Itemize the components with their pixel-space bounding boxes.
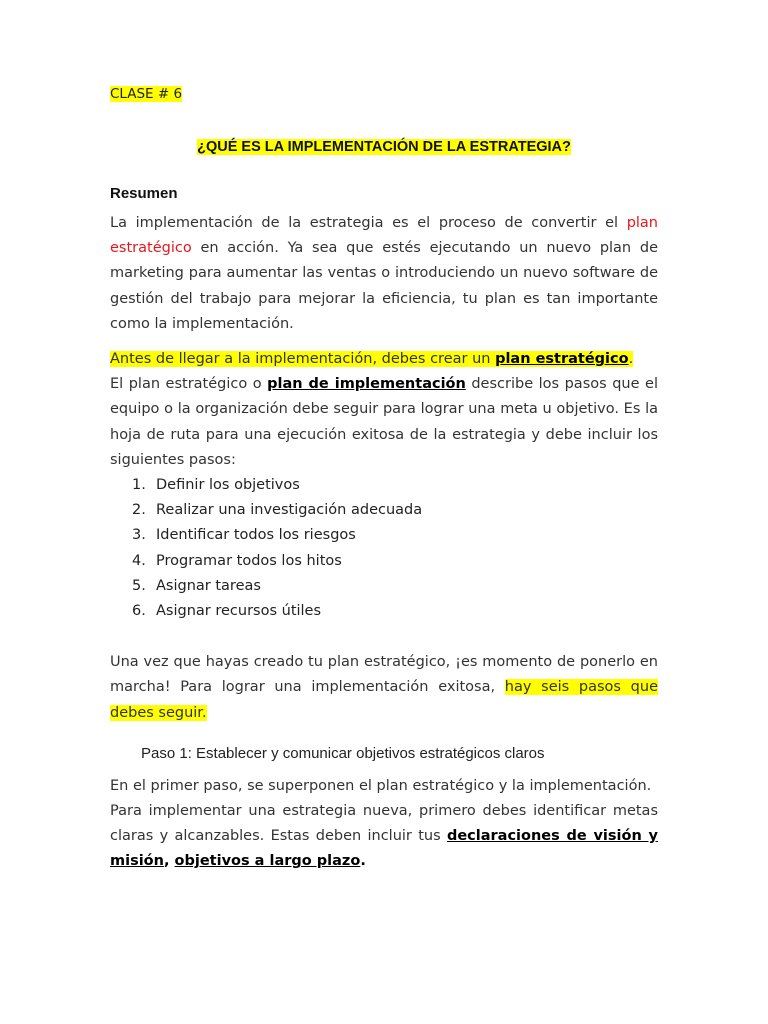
next-steps-paragraph (110, 650, 658, 726)
step-1-heading: Paso 1: Establecer y comunicar objetivos estratégicos claros (141, 744, 545, 762)
vision-mission-emphasis: declaraciones de visión y misión (110, 828, 658, 870)
comma-separator: , (163, 853, 175, 870)
highlight-text-a: Antes de llegar a la implementación, debes crear un (110, 351, 496, 368)
highlight-text (110, 351, 633, 367)
document-title (110, 137, 658, 157)
list-item (110, 523, 658, 548)
intro-text-b: en acción. Ya sea que estés ejecutando un nuevo plan de marketing para aumentar las ventas o introduciendo un nuevo software de gestión del trabajo para mejorar la eficiencia, tu plan es tan importante como la implementación. (110, 240, 658, 332)
intro-text-a: La implementación de la estrategia es el proceso de convertir el (110, 215, 627, 231)
document-title-text: ¿QUÉ ES LA IMPLEMENTACIÓN DE LA ESTRATEGIA? (197, 139, 571, 155)
list-item-text: Programar todos los hitos (156, 552, 342, 569)
strategic-plan-link[interactable]: plan estratégico (110, 215, 658, 257)
step-1-end: . (360, 853, 366, 870)
list-item (110, 549, 658, 574)
step-1-first-line: En el primer paso, se superponen el plan estratégico y la implementación. (110, 777, 652, 794)
list-item (110, 574, 658, 599)
class-label (110, 84, 658, 104)
summary-heading: Resumen (110, 185, 178, 202)
long-term-objectives-emphasis: objetivos a largo plazo (174, 853, 361, 870)
intro-paragraph (110, 211, 658, 337)
list-item (110, 473, 658, 498)
list-item-number: 1. (132, 477, 146, 494)
list-item-text: Definir los objetivos (156, 477, 300, 494)
class-label-text: CLASE # 6 (110, 86, 183, 102)
list-item-text: Asignar recursos útiles (156, 603, 322, 620)
list-item (110, 498, 658, 523)
list-item (110, 599, 658, 624)
list-item-text: Identificar todos los riesgos (156, 527, 356, 544)
list-item-number: 5. (132, 577, 146, 594)
six-steps-highlight: hay seis pasos que debes seguir. (110, 679, 658, 721)
strategic-plan-emphasis: plan estratégico (495, 351, 629, 368)
step-1-text-a: Para implementar una estrategia nueva, primero debes identificar metas claras y alcanzables. Estas deben incluir tus (110, 803, 658, 845)
list-item-number: 2. (132, 502, 146, 519)
list-item-text: Asignar tareas (156, 577, 261, 594)
plan-text-a: El plan estratégico o (110, 376, 268, 393)
plan-text-b: describe los pasos que el equipo o la organización debe seguir para lograr una meta u objetivo. Es la hoja de ruta para una ejecución exitosa de la estrategia y debe incluir los siguientes pasos: (110, 376, 658, 468)
implementation-plan-paragraph (110, 372, 658, 473)
steps-list (110, 473, 658, 624)
document-body (110, 84, 658, 875)
implementation-plan-emphasis: plan de implementación (267, 376, 466, 393)
highlight-paragraph (110, 347, 658, 372)
next-steps-text: Una vez que hayas creado tu plan estratégico, ¡es momento de ponerlo en marcha! Para lograr una implementación exitosa, (110, 654, 658, 696)
highlight-text-end: . (628, 351, 634, 368)
list-item-number: 4. (132, 552, 146, 569)
step-1-paragraph (110, 774, 658, 875)
list-item-text: Realizar una investigación adecuada (156, 502, 423, 519)
list-item-number: 6. (132, 603, 146, 620)
list-item-number: 3. (132, 527, 146, 544)
